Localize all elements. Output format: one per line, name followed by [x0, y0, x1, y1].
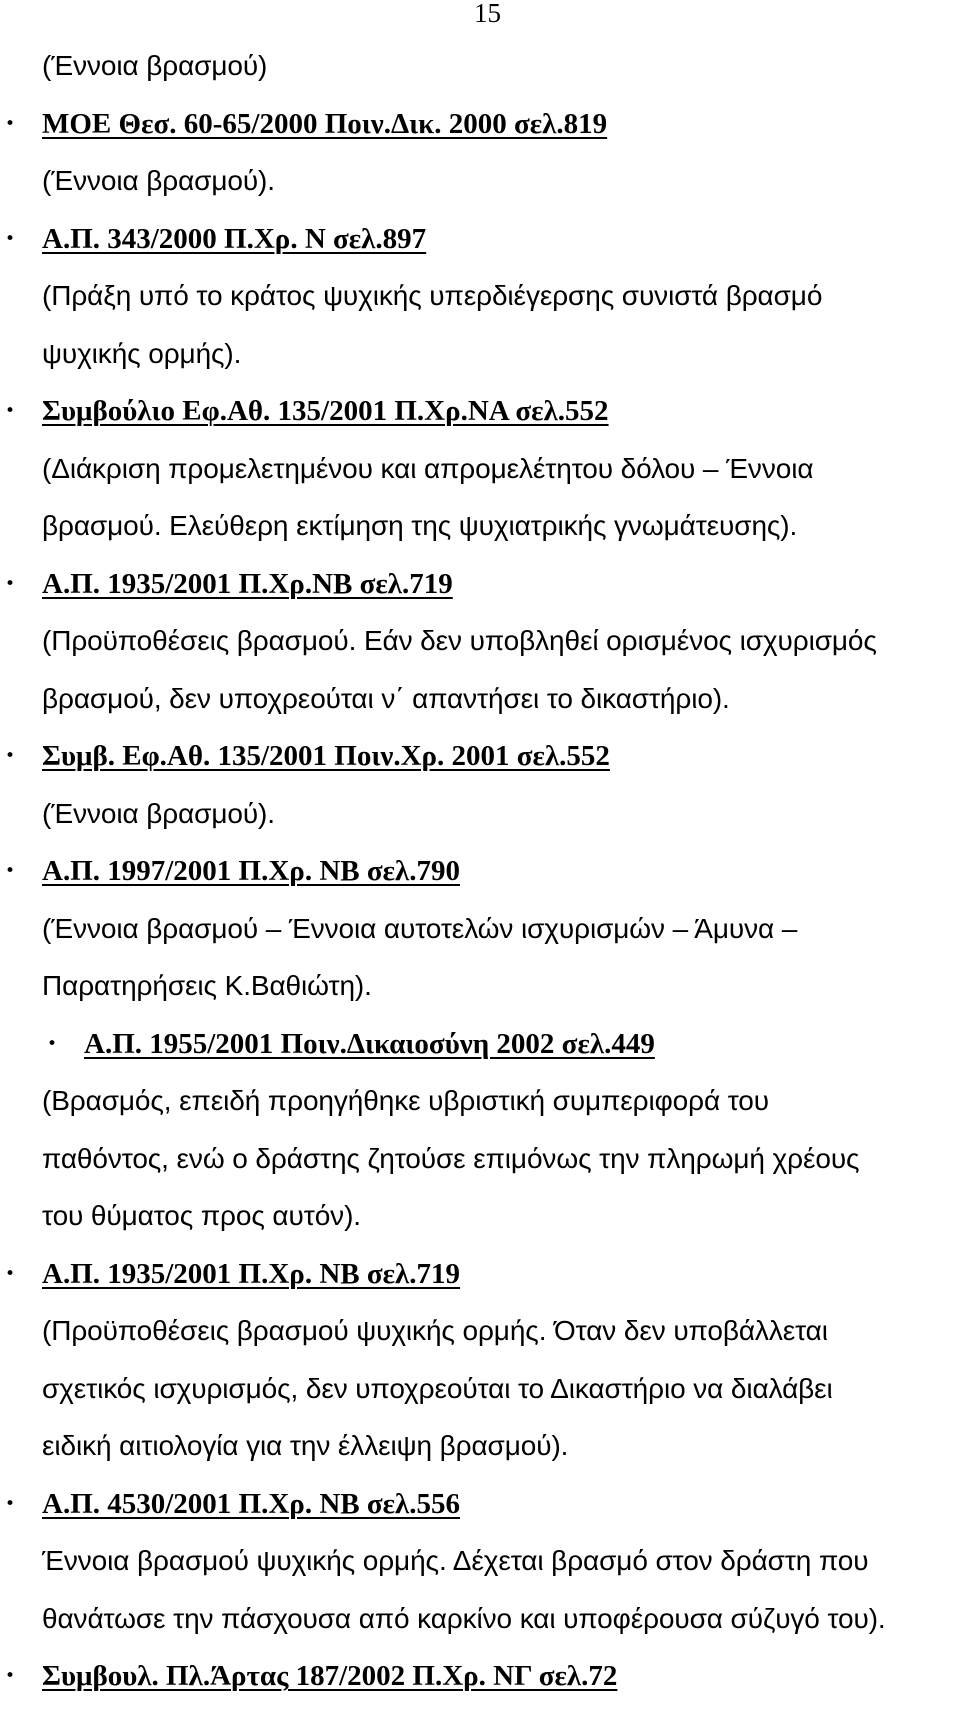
case-reference-text: Α.Π. 1935/2001 Π.Χρ. ΝΒ σελ.719 — [42, 1257, 461, 1290]
bullet-icon: • — [47, 1033, 58, 1054]
case-reference-text: Συμβούλιο Εφ.Αθ. 135/2001 Π.Χρ.ΝΑ σελ.552 — [42, 395, 609, 427]
annotation-line: (Έννοια βρασμού) — [42, 50, 268, 81]
case-reference-text: Α.Π. 1997/2001 Π.Χρ. ΝΒ σελ.790 — [42, 855, 461, 887]
case-reference — [5, 1655, 960, 1713]
page-number: 15 — [474, 0, 501, 28]
case-reference — [5, 1253, 960, 1311]
annotation-line: Παρατηρήσεις Κ.Βαθιώτη). — [42, 970, 372, 1001]
case-reference-text: Α.Π. 4530/2001 Π.Χρ. ΝΒ σελ.556 — [42, 1487, 461, 1520]
bullet-icon: • — [5, 861, 16, 881]
case-reference — [5, 1483, 960, 1541]
annotation-line: ψυχικής ορμής). — [42, 337, 242, 369]
annotation-line: βρασμού. Ελεύθερη εκτίμηση της ψυχιατρικής γνωμάτευσης). — [42, 510, 798, 541]
annotation-line: ειδική αιτιολογία για την έλλειψη βρασμού). — [42, 1430, 569, 1461]
annotation-line: Έννοια βρασμού ψυχικής ορμής. Δέχεται βρασμό στον δράστη που — [42, 1545, 869, 1576]
bullet-icon: • — [5, 228, 16, 249]
annotation-line: (Έννοια βρασμού – Έννοια αυτοτελών ισχυρισμών – Άμυνα – — [42, 912, 798, 944]
case-reference — [42, 1023, 960, 1081]
case-reference — [5, 850, 960, 908]
annotation-line: (Πράξη υπό το κράτος ψυχικής υπερδιέγερσης συνιστά βρασμό — [42, 280, 823, 311]
bullet-icon: • — [5, 401, 16, 421]
annotation-line: βρασμού, δεν υποχρεούται ν΄ απαντήσει το δικαστήριο). — [42, 682, 730, 714]
case-reference — [5, 218, 960, 276]
annotation-line: (Προϋποθέσεις βρασμού ψυχικής ορμής. Όταν δεν υποβάλλεται — [42, 1315, 828, 1346]
case-reference — [5, 563, 960, 621]
bullet-icon: • — [5, 1493, 16, 1514]
bullet-icon: • — [5, 746, 16, 766]
case-reference — [5, 103, 960, 161]
document-body — [5, 45, 960, 1713]
case-reference-text: Συμβ. Εφ.Αθ. 135/2001 Ποιν.Χρ. 2001 σελ.552 — [42, 740, 610, 772]
bullet-icon: • — [5, 573, 16, 594]
case-reference-text: Α.Π. 1955/2001 Ποιν.Δικαιοσύνη 2002 σελ.449 — [84, 1027, 655, 1060]
annotation-line: (Διάκριση προμελετημένου και απρομελέτητου δόλου – Έννοια — [42, 452, 814, 484]
case-reference-text: Α.Π. 1935/2001 Π.Χρ.ΝΒ σελ.719 — [42, 567, 453, 600]
case-reference-text: Α.Π. 343/2000 Π.Χρ. Ν σελ.897 — [42, 222, 427, 255]
annotation-line: (Έννοια βρασμού). — [42, 797, 275, 829]
annotation-line: (Βρασμός, επειδή προηγήθηκε υβριστική συμπεριφορά του — [42, 1085, 769, 1116]
case-reference-text: ΜΟΕ Θεσ. 60-65/2000 Ποιν.Δικ. 2000 σελ.819 — [42, 107, 608, 140]
annotation-line: παθόντος, ενώ ο δράστης ζητούσε επιμόνως την πληρωμή χρέους — [42, 1142, 860, 1174]
case-reference — [5, 735, 960, 793]
bullet-icon: • — [5, 1666, 16, 1686]
bullet-icon: • — [5, 113, 16, 134]
annotation-line: (Προϋποθέσεις βρασμού. Εάν δεν υποβληθεί ορισμένος ισχυρισμός — [42, 625, 877, 656]
bullet-icon: • — [5, 1263, 16, 1284]
annotation-line: θανάτωσε την πάσχουσα από καρκίνο και υποφέρουσα σύζυγό του). — [42, 1602, 886, 1634]
case-reference-text: Συμβουλ. Πλ.Άρτας 187/2002 Π.Χρ. ΝΓ σελ.72 — [42, 1660, 618, 1692]
case-reference — [5, 390, 960, 448]
annotation-line: (Έννοια βρασμού). — [42, 165, 275, 196]
annotation-line: του θύματος προς αυτόν). — [42, 1200, 361, 1231]
annotation-line: σχετικός ισχυρισμός, δεν υποχρεούται το Δικαστήριο να διαλάβει — [42, 1372, 833, 1404]
